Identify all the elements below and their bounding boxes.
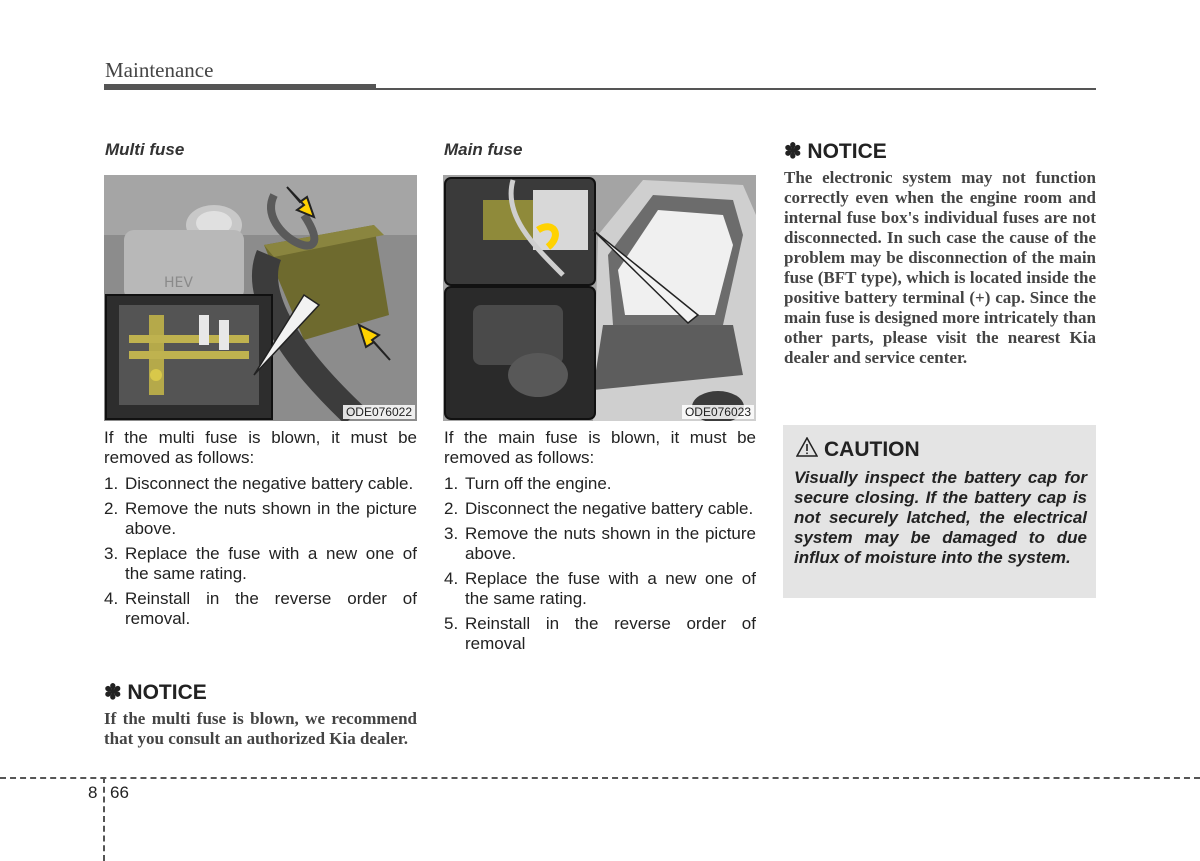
step-number: 4. [444, 569, 459, 588]
main-fuse-image [443, 175, 756, 421]
caution-header [796, 437, 920, 462]
list-item [444, 524, 756, 564]
caution-body: Visually inspect the battery cap for secure closing. If the battery cap is not securely latched, the electrical system may be damaged to due influx of moisture into the system. [794, 468, 1087, 567]
list-item [104, 499, 417, 539]
chapter-number: 8 [88, 783, 98, 802]
step-number: 3. [104, 544, 119, 563]
step-number: 1. [104, 474, 119, 493]
list-item [444, 614, 756, 654]
page-header-title: Maintenance [105, 58, 214, 82]
list-item [104, 544, 417, 584]
caution-title: CAUTION [824, 437, 920, 461]
step-number: 1. [444, 474, 459, 493]
list-item [444, 474, 756, 494]
main-fuse-steps [444, 474, 756, 659]
main-fuse-heading: Main fuse [444, 140, 523, 159]
warning-triangle-icon [796, 437, 818, 462]
list-item [444, 569, 756, 609]
step-text: Remove the nuts shown in the picture above. [125, 499, 417, 538]
header-rule-thin [376, 88, 1096, 90]
step-text: Disconnect the negative battery cable. [465, 499, 754, 518]
step-number: 4. [104, 589, 119, 608]
step-number: 2. [444, 499, 459, 518]
step-number: 5. [444, 614, 459, 633]
list-item [444, 499, 756, 519]
multi-fuse-steps [104, 474, 417, 634]
step-text: Reinstall in the reverse order of removal [465, 614, 756, 653]
left-notice-title: ✽ NOTICE [104, 681, 207, 704]
left-notice-body: If the multi fuse is blown, we recommend that you consult an authorized Kia dealer. [104, 709, 417, 748]
list-item [104, 589, 417, 629]
step-text: Disconnect the negative battery cable. [125, 474, 414, 493]
multi-fuse-intro: If the multi fuse is blown, it must be removed as follows: [104, 428, 417, 467]
step-text: Replace the fuse with a new one of the same rating. [125, 544, 417, 583]
step-number: 3. [444, 524, 459, 543]
footer-dashed-divider [103, 777, 105, 861]
page-number: 66 [110, 783, 129, 802]
multi-fuse-heading: Multi fuse [105, 140, 185, 159]
step-text: Replace the fuse with a new one of the same rating. [465, 569, 756, 608]
step-text: Remove the nuts shown in the picture above. [465, 524, 756, 563]
list-item [104, 474, 417, 494]
main-fuse-image-code: ODE076023 [682, 405, 754, 419]
caution-box [783, 425, 1096, 598]
right-notice-title: ✽ NOTICE [784, 140, 887, 163]
hev-label: HEV [164, 275, 193, 291]
footer-dashed-rule [0, 777, 1200, 779]
main-fuse-intro: If the main fuse is blown, it must be removed as follows: [444, 428, 756, 467]
step-text: Turn off the engine. [465, 474, 612, 493]
right-notice-body: The electronic system may not function correctly even when the engine room and internal fuse box's individual fuses are not disconnected. In such case the cause of the problem may be disconnection of the main fuse (BFT type), which is located inside the positive battery terminal (+) cap. Since the main fuse is designed more intricately than other parts, please visit the nearest Kia dealer and service center. [784, 168, 1096, 367]
header-rule-thick [104, 84, 376, 90]
step-number: 2. [104, 499, 119, 518]
step-text: Reinstall in the reverse order of removal. [125, 589, 417, 628]
multi-fuse-image [104, 175, 417, 421]
multi-fuse-image-code: ODE076022 [343, 405, 415, 419]
